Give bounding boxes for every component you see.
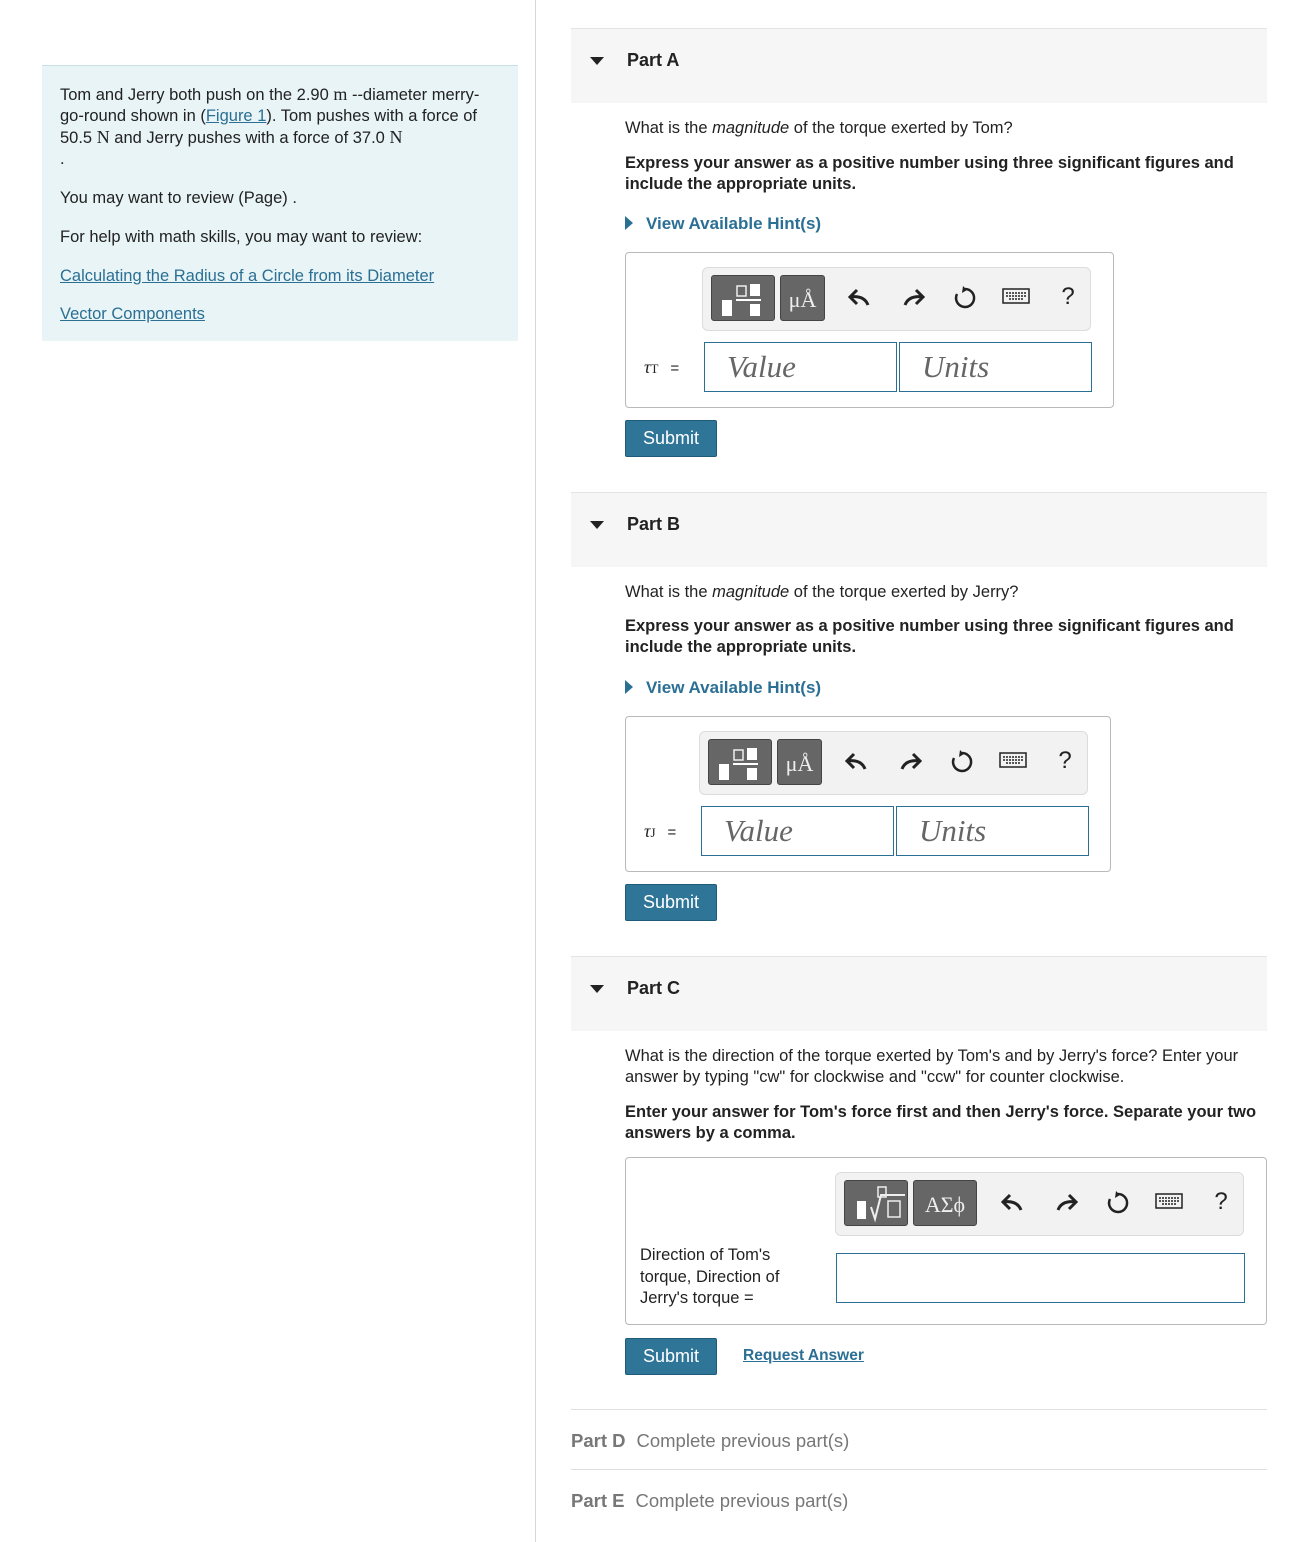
part-a-submit-button[interactable]: Submit — [625, 420, 717, 457]
part-b-hint-toggle[interactable]: View Available Hint(s) — [625, 678, 821, 698]
keyboard-icon[interactable] — [998, 750, 1028, 770]
request-answer-link[interactable]: Request Answer — [743, 1347, 864, 1364]
part-a-answer-box — [625, 252, 1114, 408]
review-text: You may want to review (Page) . — [60, 189, 297, 207]
problem-text-2: --diameter merry-go-round shown in ( — [60, 86, 480, 125]
units-glyph: μÅ — [788, 287, 817, 312]
part-b-instruction: Express your answer as a positive number using three significant figures and include the appropriate units. — [625, 617, 1234, 656]
templates-button[interactable] — [711, 275, 775, 321]
redo-icon[interactable] — [1051, 1191, 1081, 1213]
part-b-value-input[interactable]: Value — [701, 806, 894, 856]
part-b-title: Part B — [627, 514, 681, 534]
undo-icon[interactable] — [842, 750, 872, 772]
part-e-label: Part E — [571, 1490, 625, 1511]
figure-link[interactable]: Figure 1 — [205, 107, 267, 125]
part-a-units-input[interactable]: Units — [899, 342, 1092, 392]
collapse-caret-icon[interactable] — [590, 57, 604, 65]
keyboard-icon[interactable] — [1154, 1191, 1184, 1211]
greek-symbols-button[interactable] — [913, 1180, 977, 1226]
reset-icon[interactable] — [950, 286, 980, 310]
link-radius[interactable]: Calculating the Radius of a Circle from its Diameter — [60, 267, 435, 285]
math-toolbar — [702, 267, 1091, 331]
expand-triangle-icon — [625, 216, 633, 230]
tau-j-label: τJ = — [644, 821, 677, 841]
greek-glyph: ΑΣϕ — [924, 1192, 966, 1217]
part-c-direction-input[interactable] — [836, 1253, 1245, 1303]
part-c-title: Part C — [627, 978, 681, 998]
templates-button[interactable] — [708, 739, 772, 785]
part-b-question: What is the magnitude of the torque exerted by Jerry? — [625, 583, 1019, 601]
tau-t-label: τT = — [644, 357, 680, 377]
part-d-label: Part D — [571, 1430, 626, 1451]
collapse-caret-icon[interactable] — [590, 985, 604, 993]
radical-template-icon — [845, 1181, 909, 1227]
part-a-header[interactable] — [571, 28, 1267, 103]
part-c-header[interactable] — [571, 956, 1267, 1031]
help-icon[interactable]: ? — [1214, 1188, 1228, 1215]
units-button[interactable] — [780, 275, 825, 321]
part-e-row — [571, 1469, 1267, 1529]
left-panel — [0, 0, 536, 1542]
part-c-question: What is the direction of the torque exerted by Tom's and by Jerry's force? Enter your answer by typing "cw" for clockwise and "ccw" for counter clockwise. — [625, 1047, 1239, 1086]
part-b-header[interactable] — [571, 492, 1267, 567]
math-toolbar — [835, 1172, 1244, 1236]
part-a-instruction: Express your answer as a positive number using three significant figures and include the appropriate units. — [625, 154, 1234, 193]
keyboard-icon[interactable] — [1001, 286, 1031, 306]
expand-triangle-icon — [625, 680, 633, 694]
part-e-status: Complete previous part(s) — [635, 1490, 849, 1511]
unit-newton-2: N — [389, 127, 403, 147]
fraction-template-icon — [712, 276, 776, 322]
reset-icon[interactable] — [947, 750, 977, 774]
help-icon[interactable]: ? — [1061, 283, 1075, 310]
part-b-answer-box — [625, 716, 1111, 872]
part-a-question: What is the magnitude of the torque exerted by Tom? — [625, 119, 1013, 137]
fraction-template-icon — [709, 740, 773, 786]
templates-button[interactable] — [844, 1180, 908, 1226]
redo-icon[interactable] — [895, 750, 925, 772]
collapse-caret-icon[interactable] — [590, 521, 604, 529]
part-d-status: Complete previous part(s) — [636, 1430, 850, 1451]
link-vector-components[interactable]: Vector Components — [60, 305, 205, 323]
problem-text-1: Tom and Jerry both push on the 2.90 — [60, 86, 334, 104]
part-c-instruction: Enter your answer for Tom's force first and then Jerry's force. Separate your two answers by a comma. — [625, 1103, 1257, 1142]
problem-text-3: ). Tom pushes with a force of 50.5 — [60, 107, 477, 147]
part-a-title: Part A — [627, 50, 680, 70]
part-d-row — [571, 1409, 1267, 1469]
problem-text-5: . — [60, 150, 65, 168]
help-icon[interactable]: ? — [1058, 747, 1072, 774]
part-c-answer-label: Direction of Tom's torque, Direction of Jerry's torque = — [640, 1246, 780, 1307]
undo-icon[interactable] — [845, 286, 875, 308]
units-glyph: μÅ — [785, 751, 814, 776]
part-c-submit-button[interactable]: Submit — [625, 1338, 717, 1375]
part-b-submit-button[interactable]: Submit — [625, 884, 717, 921]
unit-newton-1: N — [96, 127, 110, 147]
units-button[interactable] — [777, 739, 822, 785]
math-help-text: For help with math skills, you may want to review: — [60, 228, 423, 246]
part-a-hint-toggle[interactable]: View Available Hint(s) — [625, 214, 821, 234]
problem-statement — [42, 65, 518, 341]
part-b-units-input[interactable]: Units — [896, 806, 1089, 856]
undo-icon[interactable] — [998, 1191, 1028, 1213]
part-a-value-input[interactable]: Value — [704, 342, 897, 392]
redo-icon[interactable] — [898, 286, 928, 308]
math-toolbar — [699, 731, 1088, 795]
problem-text-4: and Jerry pushes with a force of 37.0 — [109, 129, 390, 147]
unit-meter: m — [333, 84, 348, 104]
problem-text — [60, 84, 500, 170]
reset-icon[interactable] — [1103, 1191, 1133, 1215]
